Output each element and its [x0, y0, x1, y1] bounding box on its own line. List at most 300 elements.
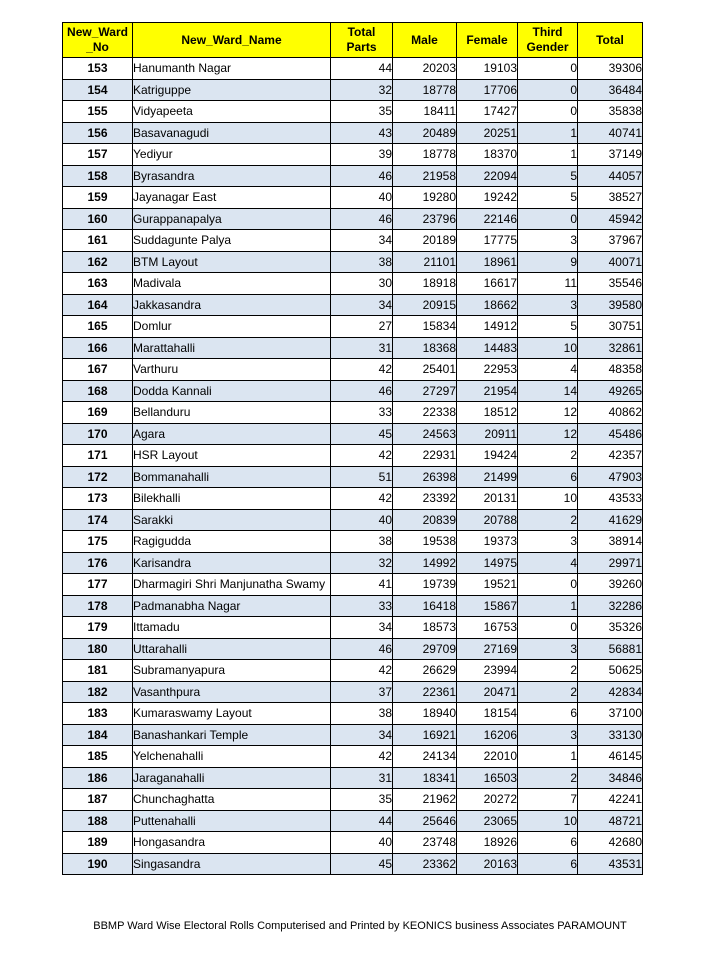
table-row [63, 58, 643, 80]
total-parts-cell: 40 [331, 832, 393, 854]
male-cell: 23748 [393, 832, 457, 854]
total-parts-cell: 44 [331, 810, 393, 832]
female-cell: 19242 [457, 187, 518, 209]
third-gender-cell: 6 [518, 466, 578, 488]
total-parts-cell: 42 [331, 746, 393, 768]
ward-name-cell: Singasandra [133, 853, 331, 875]
ward-no-cell: 168 [63, 380, 133, 402]
total-parts-cell: 34 [331, 294, 393, 316]
male-cell: 20915 [393, 294, 457, 316]
ward-name-cell: Bellanduru [133, 402, 331, 424]
female-cell: 22953 [457, 359, 518, 381]
third-gender-cell: 11 [518, 273, 578, 295]
total-parts-cell: 35 [331, 101, 393, 123]
male-cell: 18411 [393, 101, 457, 123]
table-row [63, 273, 643, 295]
ward-no-cell: 162 [63, 251, 133, 273]
third-gender-cell: 4 [518, 359, 578, 381]
total-cell: 37149 [578, 144, 643, 166]
ward-no-cell: 166 [63, 337, 133, 359]
third-gender-cell: 3 [518, 638, 578, 660]
ward-no-cell: 154 [63, 79, 133, 101]
ward-no-cell: 153 [63, 58, 133, 80]
male-cell: 18778 [393, 144, 457, 166]
ward-no-cell: 183 [63, 703, 133, 725]
female-cell: 20471 [457, 681, 518, 703]
total-cell: 44057 [578, 165, 643, 187]
male-cell: 21962 [393, 789, 457, 811]
ward-name-cell: Marattahalli [133, 337, 331, 359]
ward-no-cell: 159 [63, 187, 133, 209]
table-body [63, 58, 643, 875]
total-parts-cell: 51 [331, 466, 393, 488]
total-parts-cell: 40 [331, 187, 393, 209]
ward-name-cell: Hanumanth Nagar [133, 58, 331, 80]
ward-no-cell: 172 [63, 466, 133, 488]
ward-no-cell: 175 [63, 531, 133, 553]
ward-name-cell: Dodda Kannali [133, 380, 331, 402]
total-parts-cell: 27 [331, 316, 393, 338]
ward-no-cell: 179 [63, 617, 133, 639]
total-cell: 30751 [578, 316, 643, 338]
table-row [63, 316, 643, 338]
female-cell: 23065 [457, 810, 518, 832]
third-gender-cell: 14 [518, 380, 578, 402]
ward-name-cell: Madivala [133, 273, 331, 295]
female-cell: 16617 [457, 273, 518, 295]
total-cell: 40741 [578, 122, 643, 144]
total-parts-cell: 34 [331, 617, 393, 639]
table-row [63, 165, 643, 187]
table-row [63, 294, 643, 316]
female-cell: 18370 [457, 144, 518, 166]
male-cell: 18778 [393, 79, 457, 101]
male-cell: 20189 [393, 230, 457, 252]
total-cell: 43533 [578, 488, 643, 510]
male-cell: 24563 [393, 423, 457, 445]
male-cell: 24134 [393, 746, 457, 768]
total-parts-cell: 42 [331, 488, 393, 510]
ward-name-cell: Ittamadu [133, 617, 331, 639]
ward-name-cell: BTM Layout [133, 251, 331, 273]
female-cell: 19373 [457, 531, 518, 553]
third-gender-cell: 5 [518, 316, 578, 338]
ward-no-cell: 173 [63, 488, 133, 510]
third-gender-cell: 2 [518, 660, 578, 682]
male-cell: 18368 [393, 337, 457, 359]
total-parts-cell: 34 [331, 724, 393, 746]
table-row [63, 488, 643, 510]
third-gender-cell: 12 [518, 423, 578, 445]
female-cell: 16206 [457, 724, 518, 746]
third-gender-cell: 1 [518, 122, 578, 144]
table-row [63, 402, 643, 424]
female-cell: 20788 [457, 509, 518, 531]
ward-no-cell: 181 [63, 660, 133, 682]
table-row [63, 767, 643, 789]
table-row [63, 509, 643, 531]
total-parts-cell: 40 [331, 509, 393, 531]
male-cell: 25646 [393, 810, 457, 832]
total-cell: 50625 [578, 660, 643, 682]
male-cell: 27297 [393, 380, 457, 402]
female-cell: 20911 [457, 423, 518, 445]
total-parts-cell: 33 [331, 402, 393, 424]
male-cell: 21101 [393, 251, 457, 273]
ward-no-cell: 155 [63, 101, 133, 123]
female-cell: 19103 [457, 58, 518, 80]
total-cell: 49265 [578, 380, 643, 402]
third-gender-cell: 1 [518, 746, 578, 768]
ward-name-cell: Chunchaghatta [133, 789, 331, 811]
third-gender-cell: 9 [518, 251, 578, 273]
ward-no-cell: 190 [63, 853, 133, 875]
header-third-gender: Third Gender [518, 23, 578, 58]
ward-no-cell: 188 [63, 810, 133, 832]
female-cell: 14975 [457, 552, 518, 574]
ward-name-cell: Hongasandra [133, 832, 331, 854]
ward-name-cell: Bilekhalli [133, 488, 331, 510]
third-gender-cell: 5 [518, 187, 578, 209]
table-row [63, 79, 643, 101]
third-gender-cell: 2 [518, 509, 578, 531]
female-cell: 17706 [457, 79, 518, 101]
table-row [63, 746, 643, 768]
ward-no-cell: 165 [63, 316, 133, 338]
table-row [63, 445, 643, 467]
third-gender-cell: 5 [518, 165, 578, 187]
table-row [63, 466, 643, 488]
male-cell: 20203 [393, 58, 457, 80]
ward-name-cell: Yediyur [133, 144, 331, 166]
table-row [63, 122, 643, 144]
total-cell: 42241 [578, 789, 643, 811]
female-cell: 20251 [457, 122, 518, 144]
ward-no-cell: 169 [63, 402, 133, 424]
total-cell: 42834 [578, 681, 643, 703]
total-cell: 46145 [578, 746, 643, 768]
total-parts-cell: 45 [331, 853, 393, 875]
total-cell: 45942 [578, 208, 643, 230]
table-row [63, 251, 643, 273]
male-cell: 22361 [393, 681, 457, 703]
ward-no-cell: 160 [63, 208, 133, 230]
table-row [63, 789, 643, 811]
female-cell: 18662 [457, 294, 518, 316]
ward-no-cell: 158 [63, 165, 133, 187]
ward-name-cell: Subramanyapura [133, 660, 331, 682]
ward-name-cell: Vasanthpura [133, 681, 331, 703]
female-cell: 17775 [457, 230, 518, 252]
female-cell: 16753 [457, 617, 518, 639]
female-cell: 22146 [457, 208, 518, 230]
ward-no-cell: 167 [63, 359, 133, 381]
total-cell: 48721 [578, 810, 643, 832]
third-gender-cell: 7 [518, 789, 578, 811]
total-cell: 42680 [578, 832, 643, 854]
total-cell: 42357 [578, 445, 643, 467]
total-parts-cell: 38 [331, 531, 393, 553]
female-cell: 18512 [457, 402, 518, 424]
male-cell: 19739 [393, 574, 457, 596]
female-cell: 19521 [457, 574, 518, 596]
female-cell: 22094 [457, 165, 518, 187]
table-row [63, 724, 643, 746]
ward-name-cell: Kumaraswamy Layout [133, 703, 331, 725]
ward-no-cell: 171 [63, 445, 133, 467]
female-cell: 27169 [457, 638, 518, 660]
total-parts-cell: 33 [331, 595, 393, 617]
male-cell: 18573 [393, 617, 457, 639]
male-cell: 23392 [393, 488, 457, 510]
ward-name-cell: Varthuru [133, 359, 331, 381]
table-row [63, 617, 643, 639]
table-row [63, 337, 643, 359]
male-cell: 29709 [393, 638, 457, 660]
ward-no-cell: 161 [63, 230, 133, 252]
ward-no-cell: 187 [63, 789, 133, 811]
ward-name-cell: Jakkasandra [133, 294, 331, 316]
total-cell: 39306 [578, 58, 643, 80]
ward-name-cell: Padmanabha Nagar [133, 595, 331, 617]
ward-no-cell: 170 [63, 423, 133, 445]
third-gender-cell: 4 [518, 552, 578, 574]
female-cell: 23994 [457, 660, 518, 682]
table-header-row [63, 23, 643, 58]
female-cell: 21954 [457, 380, 518, 402]
header-ward-name: New_Ward_Name [133, 23, 331, 58]
table-row [63, 660, 643, 682]
total-cell: 41629 [578, 509, 643, 531]
male-cell: 22338 [393, 402, 457, 424]
total-cell: 29971 [578, 552, 643, 574]
female-cell: 20131 [457, 488, 518, 510]
total-parts-cell: 32 [331, 552, 393, 574]
ward-electoral-table [62, 22, 643, 875]
ward-no-cell: 176 [63, 552, 133, 574]
ward-name-cell: Gurappanapalya [133, 208, 331, 230]
ward-name-cell: Jayanagar East [133, 187, 331, 209]
ward-no-cell: 178 [63, 595, 133, 617]
male-cell: 25401 [393, 359, 457, 381]
total-parts-cell: 46 [331, 208, 393, 230]
total-cell: 32861 [578, 337, 643, 359]
third-gender-cell: 2 [518, 445, 578, 467]
total-cell: 40071 [578, 251, 643, 273]
total-cell: 39260 [578, 574, 643, 596]
total-cell: 43531 [578, 853, 643, 875]
third-gender-cell: 3 [518, 531, 578, 553]
total-cell: 47903 [578, 466, 643, 488]
total-parts-cell: 42 [331, 445, 393, 467]
total-parts-cell: 42 [331, 660, 393, 682]
table-row [63, 552, 643, 574]
ward-no-cell: 177 [63, 574, 133, 596]
table-row [63, 531, 643, 553]
ward-no-cell: 180 [63, 638, 133, 660]
ward-no-cell: 157 [63, 144, 133, 166]
female-cell: 16503 [457, 767, 518, 789]
male-cell: 20489 [393, 122, 457, 144]
ward-no-cell: 186 [63, 767, 133, 789]
third-gender-cell: 6 [518, 832, 578, 854]
table-row [63, 638, 643, 660]
total-cell: 38914 [578, 531, 643, 553]
table-row [63, 810, 643, 832]
total-parts-cell: 30 [331, 273, 393, 295]
male-cell: 20839 [393, 509, 457, 531]
ward-no-cell: 174 [63, 509, 133, 531]
third-gender-cell: 10 [518, 337, 578, 359]
female-cell: 14912 [457, 316, 518, 338]
ward-no-cell: 164 [63, 294, 133, 316]
table-row [63, 423, 643, 445]
female-cell: 19424 [457, 445, 518, 467]
third-gender-cell: 3 [518, 724, 578, 746]
ward-name-cell: Uttarahalli [133, 638, 331, 660]
header-total: Total [578, 23, 643, 58]
third-gender-cell: 0 [518, 617, 578, 639]
table-row [63, 832, 643, 854]
total-cell: 33130 [578, 724, 643, 746]
third-gender-cell: 3 [518, 230, 578, 252]
total-parts-cell: 43 [331, 122, 393, 144]
third-gender-cell: 0 [518, 79, 578, 101]
male-cell: 23796 [393, 208, 457, 230]
total-parts-cell: 46 [331, 638, 393, 660]
total-parts-cell: 34 [331, 230, 393, 252]
third-gender-cell: 3 [518, 294, 578, 316]
ward-name-cell: Dharmagiri Shri Manjunatha Swamy [133, 574, 331, 596]
table-row [63, 187, 643, 209]
total-parts-cell: 41 [331, 574, 393, 596]
total-cell: 35838 [578, 101, 643, 123]
female-cell: 22010 [457, 746, 518, 768]
total-parts-cell: 45 [331, 423, 393, 445]
male-cell: 22931 [393, 445, 457, 467]
table-row [63, 703, 643, 725]
ward-name-cell: Sarakki [133, 509, 331, 531]
ward-name-cell: Katriguppe [133, 79, 331, 101]
table-row [63, 681, 643, 703]
male-cell: 18940 [393, 703, 457, 725]
third-gender-cell: 0 [518, 208, 578, 230]
ward-no-cell: 189 [63, 832, 133, 854]
third-gender-cell: 2 [518, 681, 578, 703]
third-gender-cell: 10 [518, 810, 578, 832]
ward-name-cell: Domlur [133, 316, 331, 338]
total-parts-cell: 46 [331, 165, 393, 187]
total-parts-cell: 31 [331, 337, 393, 359]
total-parts-cell: 32 [331, 79, 393, 101]
ward-name-cell: Ragigudda [133, 531, 331, 553]
total-cell: 37967 [578, 230, 643, 252]
total-cell: 37100 [578, 703, 643, 725]
third-gender-cell: 2 [518, 767, 578, 789]
female-cell: 18926 [457, 832, 518, 854]
total-cell: 34846 [578, 767, 643, 789]
male-cell: 16921 [393, 724, 457, 746]
female-cell: 20163 [457, 853, 518, 875]
ward-no-cell: 182 [63, 681, 133, 703]
male-cell: 26629 [393, 660, 457, 682]
third-gender-cell: 1 [518, 144, 578, 166]
ward-no-cell: 184 [63, 724, 133, 746]
total-cell: 35546 [578, 273, 643, 295]
table-row [63, 230, 643, 252]
ward-name-cell: Suddagunte Palya [133, 230, 331, 252]
third-gender-cell: 12 [518, 402, 578, 424]
male-cell: 16418 [393, 595, 457, 617]
total-parts-cell: 44 [331, 58, 393, 80]
ward-name-cell: Puttenahalli [133, 810, 331, 832]
header-total-parts: Total Parts [331, 23, 393, 58]
ward-name-cell: Byrasandra [133, 165, 331, 187]
total-parts-cell: 38 [331, 251, 393, 273]
total-parts-cell: 38 [331, 703, 393, 725]
ward-name-cell: Vidyapeeta [133, 101, 331, 123]
total-cell: 48358 [578, 359, 643, 381]
table-row [63, 380, 643, 402]
female-cell: 17427 [457, 101, 518, 123]
ward-no-cell: 185 [63, 746, 133, 768]
third-gender-cell: 6 [518, 853, 578, 875]
female-cell: 18961 [457, 251, 518, 273]
table-row [63, 208, 643, 230]
male-cell: 23362 [393, 853, 457, 875]
header-female: Female [457, 23, 518, 58]
male-cell: 19538 [393, 531, 457, 553]
total-parts-cell: 46 [331, 380, 393, 402]
ward-name-cell: Yelchenahalli [133, 746, 331, 768]
male-cell: 26398 [393, 466, 457, 488]
total-parts-cell: 37 [331, 681, 393, 703]
third-gender-cell: 0 [518, 58, 578, 80]
header-ward-no: New_Ward _No [63, 23, 133, 58]
ward-name-cell: HSR Layout [133, 445, 331, 467]
total-parts-cell: 31 [331, 767, 393, 789]
third-gender-cell: 0 [518, 101, 578, 123]
total-parts-cell: 35 [331, 789, 393, 811]
third-gender-cell: 10 [518, 488, 578, 510]
male-cell: 18918 [393, 273, 457, 295]
total-cell: 56881 [578, 638, 643, 660]
total-cell: 45486 [578, 423, 643, 445]
male-cell: 18341 [393, 767, 457, 789]
third-gender-cell: 0 [518, 574, 578, 596]
table-row [63, 574, 643, 596]
male-cell: 15834 [393, 316, 457, 338]
ward-name-cell: Bommanahalli [133, 466, 331, 488]
footer-note: BBMP Ward Wise Electoral Rolls Computerised and Printed by KEONICS business Associates PARAMOUNT [93, 920, 627, 932]
total-cell: 32286 [578, 595, 643, 617]
female-cell: 15867 [457, 595, 518, 617]
male-cell: 19280 [393, 187, 457, 209]
total-cell: 35326 [578, 617, 643, 639]
ward-name-cell: Karisandra [133, 552, 331, 574]
table-row [63, 595, 643, 617]
ward-no-cell: 156 [63, 122, 133, 144]
third-gender-cell: 1 [518, 595, 578, 617]
header-male: Male [393, 23, 457, 58]
table-row [63, 101, 643, 123]
total-cell: 39580 [578, 294, 643, 316]
female-cell: 20272 [457, 789, 518, 811]
ward-name-cell: Jaraganahalli [133, 767, 331, 789]
ward-name-cell: Basavanagudi [133, 122, 331, 144]
table-row [63, 853, 643, 875]
female-cell: 18154 [457, 703, 518, 725]
